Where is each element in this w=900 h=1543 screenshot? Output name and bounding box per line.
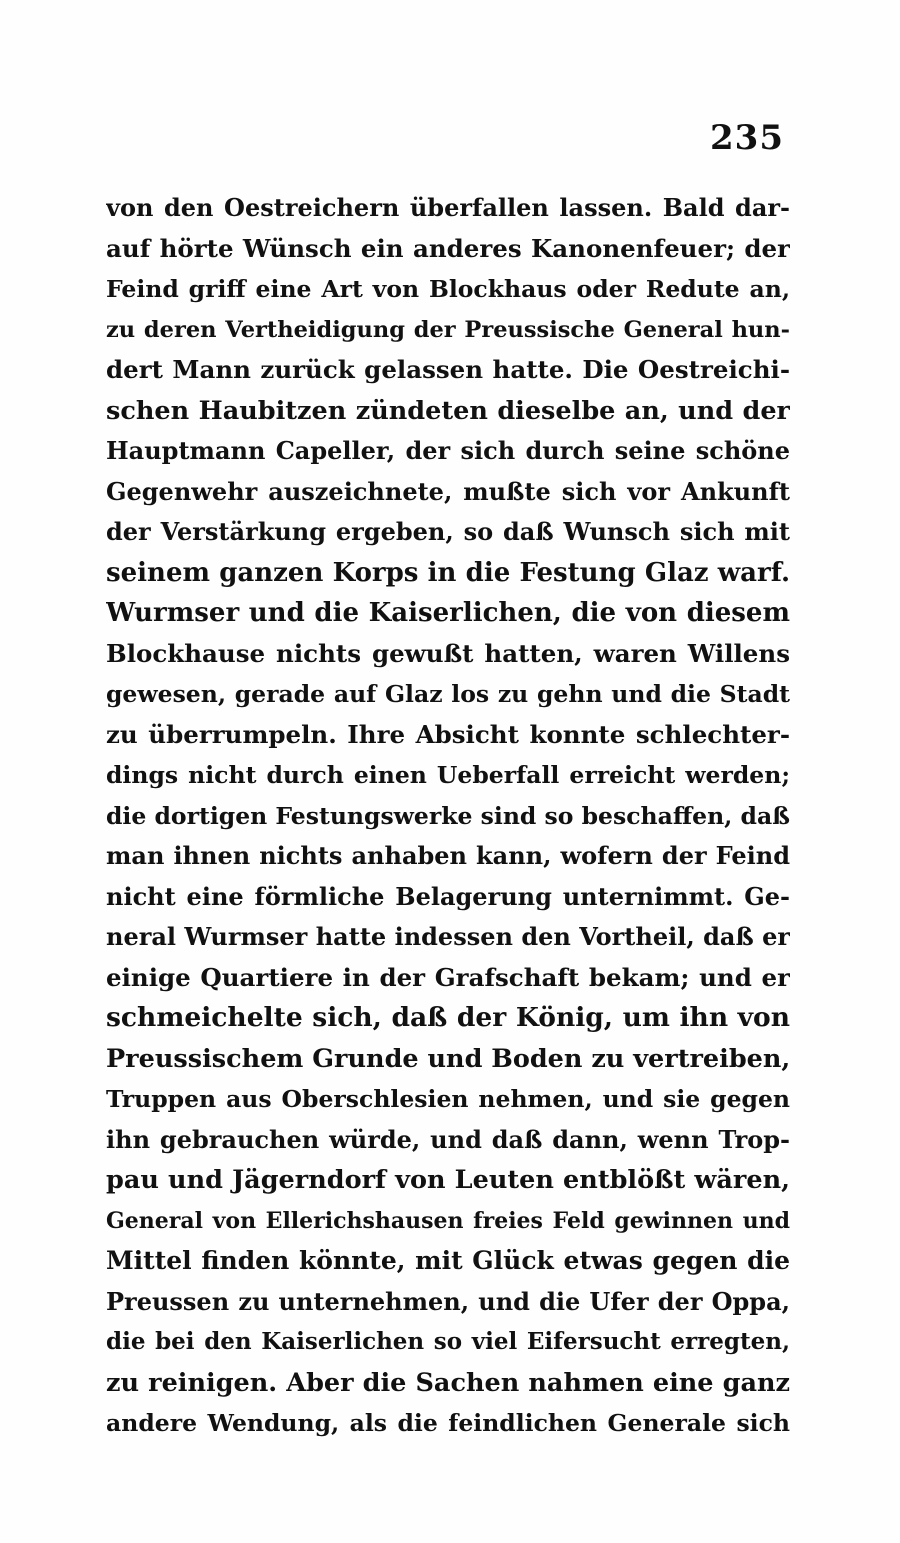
text-line: dert Mann zurück gelassen hatte. Die Oestreichi- bbox=[106, 355, 790, 384]
text-line: Hauptmann Capeller, der sich durch seine schöne bbox=[106, 436, 790, 465]
body-text bbox=[106, 188, 790, 1444]
text-line: schen Haubitzen zündeten dieselbe an, und der bbox=[106, 395, 790, 426]
text-line: pau und Jägerndorf von Leuten entblößt wären, bbox=[106, 1165, 790, 1195]
text-line: gewesen, gerade auf Glaz los zu gehn und die Stadt bbox=[106, 680, 790, 708]
text-line: Feind griff eine Art von Blockhaus oder Redute an, bbox=[106, 275, 790, 303]
text-line: der Verstärkung ergeben, so daß Wunsch sich mit bbox=[106, 517, 790, 546]
text-line: andere Wendung, als die feindlichen Generale sich bbox=[106, 1409, 790, 1437]
text-line: nicht eine förmliche Belagerung unternimmt. Ge- bbox=[106, 881, 790, 911]
text-line: Truppen aus Oberschlesien nehmen, und sie gegen bbox=[106, 1085, 790, 1113]
text-line: neral Wurmser hatte indessen den Vortheil, daß er bbox=[106, 922, 790, 951]
text-line: auf hörte Wünsch ein anderes Kanonenfeuer; der bbox=[106, 233, 790, 263]
text-line: die bei den Kaiserlichen so viel Eifersucht erregten, bbox=[106, 1328, 790, 1355]
text-line: seinem ganzen Korps in die Festung Glaz warf. bbox=[106, 557, 790, 588]
text-line: Preussen zu unternehmen, und die Ufer der Oppa, bbox=[106, 1286, 790, 1316]
text-line: dings nicht durch einen Ueberfall erreicht werden; bbox=[106, 761, 790, 789]
text-line: zu überrumpeln. Ihre Absicht konnte schlechter- bbox=[106, 719, 790, 749]
text-line: Preussischem Grunde und Boden zu vertreiben, bbox=[106, 1043, 790, 1074]
text-line: einige Quartiere in der Grafschaft bekam; und er bbox=[106, 962, 790, 992]
text-line: die dortigen Festungswerke sind so beschaffen, daß bbox=[106, 801, 790, 830]
text-line: Mittel finden könnte, mit Glück etwas gegen die bbox=[106, 1246, 790, 1275]
text-line: zu reinigen. Aber die Sachen nahmen eine ganz bbox=[106, 1367, 790, 1398]
text-line: zu deren Vertheidigung der Preussische General hun- bbox=[106, 316, 790, 343]
page-number: 235 bbox=[710, 118, 784, 158]
text-line: ihn gebrauchen würde, und daß dann, wenn Trop- bbox=[106, 1124, 790, 1154]
text-line: Blockhause nichts gewußt hatten, waren Willens bbox=[106, 638, 790, 668]
text-line: Wurmser und die Kaiserlichen, die von diesem bbox=[106, 598, 790, 628]
text-line: man ihnen nichts anhaben kann, wofern der Feind bbox=[106, 841, 790, 870]
text-line: schmeichelte sich, daß der König, um ihn von bbox=[106, 1002, 790, 1033]
text-line: Gegenwehr auszeichnete, mußte sich vor Ankunft bbox=[106, 476, 790, 506]
text-line: von den Oestreichern überfallen lassen. Bald dar- bbox=[106, 193, 790, 222]
text-line: General von Ellerichshausen freies Feld gewinnen und bbox=[106, 1207, 790, 1234]
